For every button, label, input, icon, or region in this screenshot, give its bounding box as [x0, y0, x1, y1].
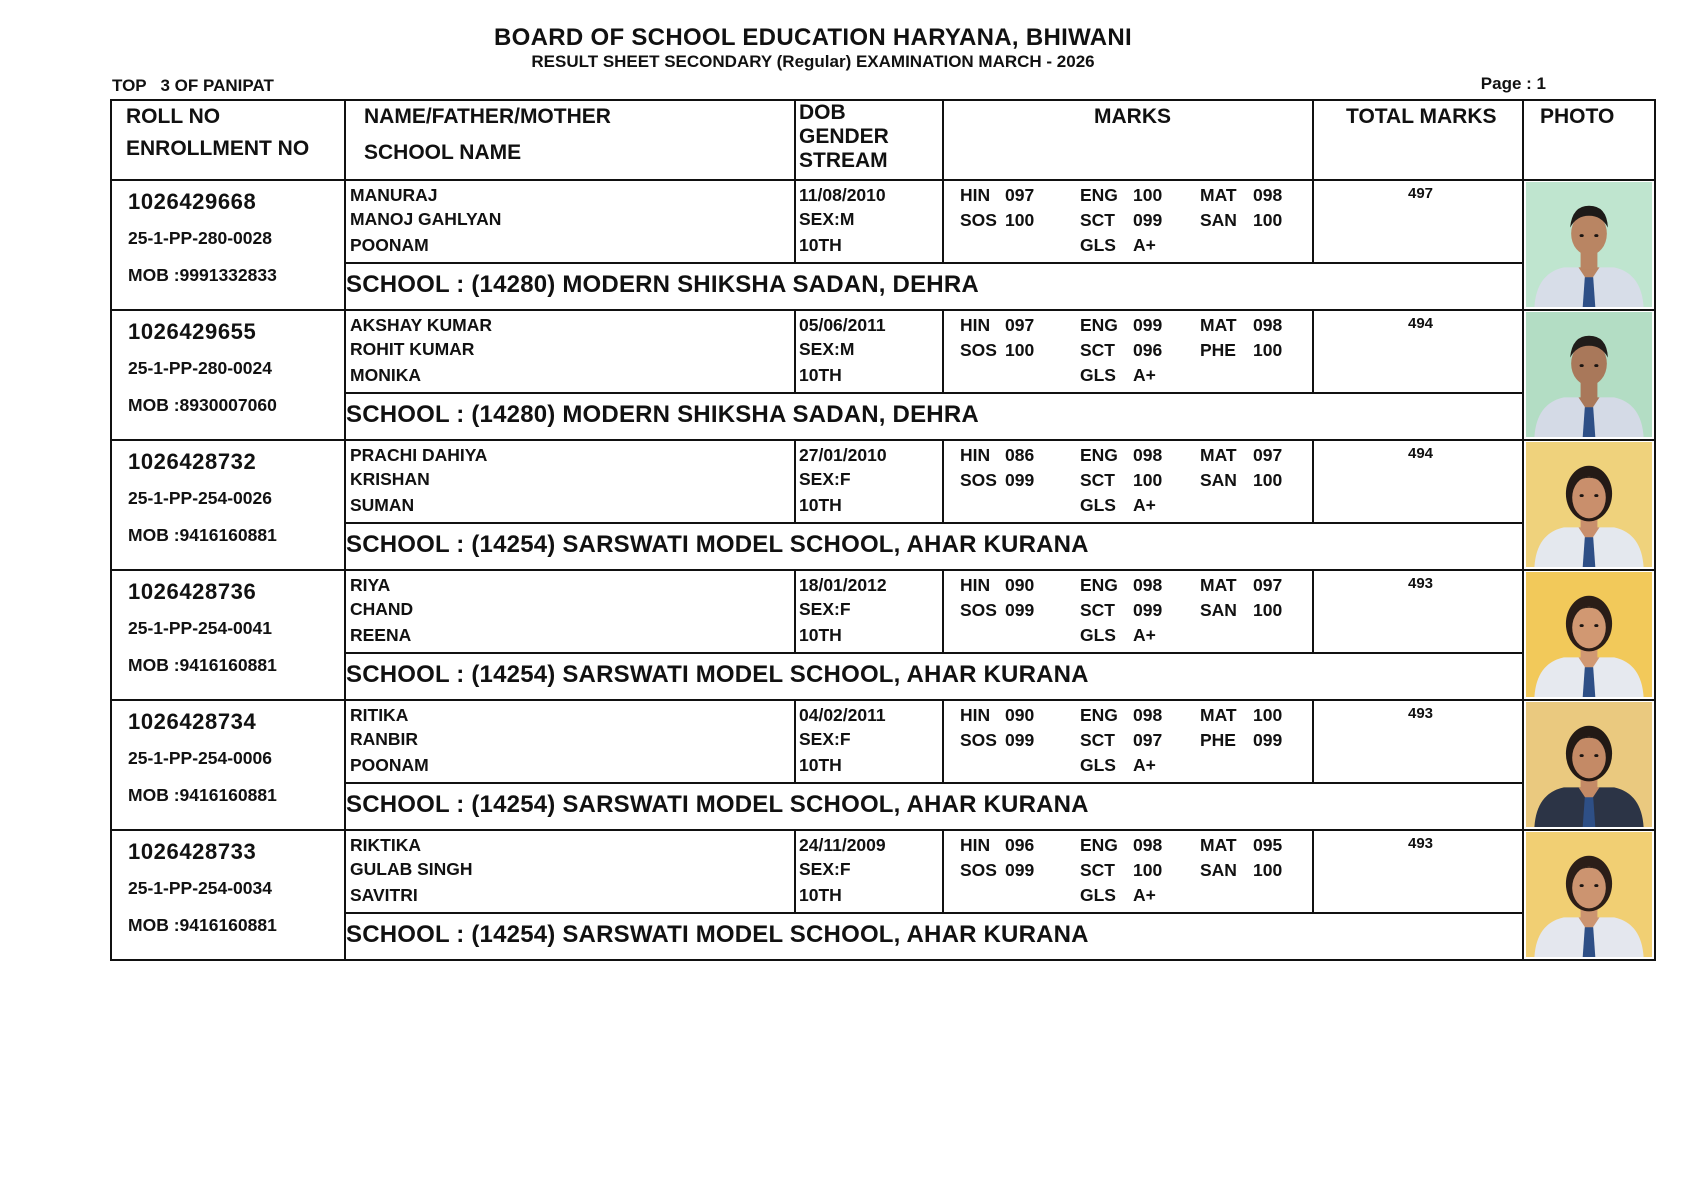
subject-mark: 100 — [1253, 340, 1283, 360]
enrollment-number: 25-1-PP-254-0006 — [128, 748, 272, 768]
roll-number: 1026428733 — [128, 839, 257, 864]
row-divider-marks — [942, 309, 944, 392]
enrollment-number: 25-1-PP-254-0041 — [128, 618, 272, 638]
subject-code: SCT — [1080, 600, 1115, 620]
row-divider-dob — [794, 439, 796, 522]
subject-code: ENG — [1080, 315, 1118, 335]
subject-code: PHE — [1200, 730, 1236, 750]
subject-code: SAN — [1200, 600, 1237, 620]
row-divider-dob — [794, 699, 796, 782]
gender: SEX:M — [799, 339, 855, 359]
header-divider-total — [1312, 99, 1314, 179]
subject-mark: 100 — [1253, 600, 1283, 620]
subject-code: GLS — [1080, 885, 1116, 905]
total-marks: 494 — [1408, 315, 1434, 332]
subject-mark: 098 — [1133, 445, 1163, 465]
row-school-divider — [344, 652, 1522, 654]
total-marks: 497 — [1408, 185, 1434, 202]
total-marks: 493 — [1408, 705, 1434, 722]
subject-code: SOS — [960, 340, 997, 360]
row-divider-total — [1312, 829, 1314, 912]
col-header-roll-no: ROLL NO — [126, 105, 221, 128]
subject-mark: A+ — [1133, 235, 1156, 255]
subject-mark: A+ — [1133, 625, 1156, 645]
date-of-birth: 04/02/2011 — [799, 705, 886, 725]
subject-mark: 099 — [1133, 210, 1163, 230]
row-divider-marks — [942, 439, 944, 522]
subject-mark: 095 — [1253, 835, 1283, 855]
enrollment-number: 25-1-PP-280-0028 — [128, 228, 272, 248]
mobile-number: MOB :9416160881 — [128, 655, 277, 675]
total-marks: 493 — [1408, 575, 1434, 592]
row-bottom-border — [110, 439, 1656, 441]
row-school-divider — [344, 782, 1522, 784]
row-divider-marks — [942, 699, 944, 782]
subject-mark: 097 — [1005, 315, 1035, 335]
subject-mark: 100 — [1253, 470, 1283, 490]
subject-code: MAT — [1200, 835, 1237, 855]
subject-mark: 099 — [1005, 860, 1035, 880]
subject-code: MAT — [1200, 185, 1237, 205]
header-subtitle: RESULT SHEET SECONDARY (Regular) EXAMINATION MARCH - 2026 — [531, 52, 1095, 71]
student-name: RIYA — [350, 575, 391, 595]
date-of-birth: 18/01/2012 — [799, 575, 887, 595]
mother-name: POONAM — [350, 235, 429, 255]
row-divider-total — [1312, 439, 1314, 522]
stream: 10TH — [799, 885, 842, 905]
subject-code: HIN — [960, 835, 991, 855]
date-of-birth: 05/06/2011 — [799, 315, 886, 335]
father-name: RANBIR — [350, 729, 419, 749]
subject-mark: 097 — [1253, 575, 1283, 595]
row-divider-total — [1312, 179, 1314, 262]
mobile-number: MOB :9416160881 — [128, 915, 277, 935]
total-marks: 493 — [1408, 835, 1434, 852]
row-divider-marks — [942, 829, 944, 912]
student-name: PRACHI DAHIYA — [350, 445, 488, 465]
gender: SEX:M — [799, 209, 855, 229]
subject-mark: 100 — [1133, 470, 1163, 490]
col-header-total-marks: TOTAL MARKS — [1346, 105, 1497, 128]
subject-mark: 099 — [1253, 730, 1283, 750]
date-of-birth: 27/01/2010 — [799, 445, 887, 465]
subject-code: SOS — [960, 210, 997, 230]
roll-number: 1026428732 — [128, 449, 257, 474]
subject-code: ENG — [1080, 835, 1118, 855]
col-header-marks: MARKS — [1094, 105, 1171, 128]
subject-code: SOS — [960, 730, 997, 750]
subject-mark: 098 — [1253, 315, 1283, 335]
header-bottom-border — [110, 179, 1656, 181]
row-divider-total — [1312, 309, 1314, 392]
stream: 10TH — [799, 495, 842, 515]
mother-name: POONAM — [350, 755, 429, 775]
row-divider-marks — [942, 569, 944, 652]
col-header-school-name: SCHOOL NAME — [364, 141, 522, 164]
student-name: RITIKA — [350, 705, 409, 725]
col-header-stream: STREAM — [799, 149, 888, 172]
roll-number: 1026428736 — [128, 579, 257, 604]
father-name: MANOJ GAHLYAN — [350, 209, 502, 229]
subject-mark: 100 — [1005, 340, 1035, 360]
father-name: ROHIT KUMAR — [350, 339, 475, 359]
stream: 10TH — [799, 365, 842, 385]
mobile-number: MOB :9416160881 — [128, 525, 277, 545]
enrollment-number: 25-1-PP-254-0034 — [128, 878, 272, 898]
subject-mark: 099 — [1005, 600, 1035, 620]
gender: SEX:F — [799, 599, 851, 619]
subject-mark: 090 — [1005, 575, 1035, 595]
subject-mark: 100 — [1253, 210, 1283, 230]
header-title: BOARD OF SCHOOL EDUCATION HARYANA, BHIWANI — [494, 24, 1132, 51]
subject-code: MAT — [1200, 705, 1237, 725]
subject-code: MAT — [1200, 575, 1237, 595]
top-label: TOP 3 OF PANIPAT — [112, 76, 274, 95]
row-divider-dob — [794, 569, 796, 652]
subject-code: SAN — [1200, 210, 1237, 230]
roll-number: 1026429668 — [128, 189, 257, 214]
col-header-dob: DOB — [799, 101, 846, 124]
mother-name: SUMAN — [350, 495, 415, 515]
subject-mark: A+ — [1133, 365, 1156, 385]
gender: SEX:F — [799, 469, 851, 489]
father-name: GULAB SINGH — [350, 859, 473, 879]
stream: 10TH — [799, 755, 842, 775]
subject-code: SOS — [960, 600, 997, 620]
subject-mark: 100 — [1133, 860, 1163, 880]
subject-mark: A+ — [1133, 755, 1156, 775]
col-header-gender: GENDER — [799, 125, 889, 148]
row-school-divider — [344, 522, 1522, 524]
subject-mark: 098 — [1133, 835, 1163, 855]
row-divider-dob — [794, 179, 796, 262]
row-bottom-border — [110, 699, 1656, 701]
row-divider-marks — [942, 179, 944, 262]
subject-mark: 100 — [1253, 705, 1283, 725]
student-photo — [1526, 312, 1652, 437]
school-name: SCHOOL : (14254) SARSWATI MODEL SCHOOL, AHAR KURANA — [346, 661, 1089, 688]
page-number: Page : 1 — [1480, 74, 1546, 93]
subject-code: GLS — [1080, 495, 1116, 515]
col-header-enrollment-no: ENROLLMENT NO — [126, 137, 310, 160]
table-top-border — [110, 99, 1656, 101]
subject-code: PHE — [1200, 340, 1236, 360]
subject-mark: 096 — [1133, 340, 1163, 360]
row-bottom-border — [110, 569, 1656, 571]
mobile-number: MOB :9991332833 — [128, 265, 277, 285]
father-name: KRISHAN — [350, 469, 430, 489]
subject-mark: 099 — [1133, 315, 1163, 335]
student-photo — [1526, 182, 1652, 307]
student-photo — [1526, 572, 1652, 697]
subject-code: SAN — [1200, 470, 1237, 490]
student-photo — [1526, 702, 1652, 827]
subject-mark: 097 — [1005, 185, 1035, 205]
subject-mark: 099 — [1005, 470, 1035, 490]
subject-mark: 097 — [1253, 445, 1283, 465]
school-name: SCHOOL : (14280) MODERN SHIKSHA SADAN, DEHRA — [346, 401, 979, 428]
subject-code: SCT — [1080, 470, 1115, 490]
row-school-divider — [344, 912, 1522, 914]
subject-code: ENG — [1080, 445, 1118, 465]
row-school-divider — [344, 262, 1522, 264]
subject-code: ENG — [1080, 185, 1118, 205]
subject-code: HIN — [960, 445, 991, 465]
subject-code: SOS — [960, 860, 997, 880]
row-divider-total — [1312, 569, 1314, 652]
subject-code: SOS — [960, 470, 997, 490]
subject-mark: 099 — [1133, 600, 1163, 620]
subject-code: GLS — [1080, 235, 1116, 255]
row-bottom-border — [110, 829, 1656, 831]
student-name: MANURAJ — [350, 185, 438, 205]
total-marks: 494 — [1408, 445, 1434, 462]
subject-code: GLS — [1080, 625, 1116, 645]
row-bottom-border — [110, 309, 1656, 311]
subject-mark: A+ — [1133, 495, 1156, 515]
header-divider-marks — [942, 99, 944, 179]
enrollment-number: 25-1-PP-280-0024 — [128, 358, 272, 378]
subject-mark: 086 — [1005, 445, 1035, 465]
header-divider-dob — [794, 99, 796, 179]
subject-code: HIN — [960, 575, 991, 595]
date-of-birth: 11/08/2010 — [799, 185, 886, 205]
subject-mark: 090 — [1005, 705, 1035, 725]
subject-code: GLS — [1080, 365, 1116, 385]
col-header-name: NAME/FATHER/MOTHER — [364, 105, 611, 128]
row-divider-dob — [794, 309, 796, 392]
mother-name: MONIKA — [350, 365, 421, 385]
subject-code: SCT — [1080, 210, 1115, 230]
subject-code: ENG — [1080, 575, 1118, 595]
school-name: SCHOOL : (14254) SARSWATI MODEL SCHOOL, AHAR KURANA — [346, 531, 1089, 558]
row-school-divider — [344, 392, 1522, 394]
roll-number: 1026429655 — [128, 319, 257, 344]
subject-code: HIN — [960, 705, 991, 725]
student-name: AKSHAY KUMAR — [350, 315, 492, 335]
mobile-number: MOB :8930007060 — [128, 395, 277, 415]
subject-mark: A+ — [1133, 885, 1156, 905]
subject-mark: 098 — [1253, 185, 1283, 205]
subject-code: SCT — [1080, 860, 1115, 880]
school-name: SCHOOL : (14280) MODERN SHIKSHA SADAN, DEHRA — [346, 271, 979, 298]
subject-mark: 100 — [1005, 210, 1035, 230]
stream: 10TH — [799, 625, 842, 645]
subject-code: SCT — [1080, 730, 1115, 750]
subject-code: MAT — [1200, 445, 1237, 465]
subject-mark: 098 — [1133, 575, 1163, 595]
school-name: SCHOOL : (14254) SARSWATI MODEL SCHOOL, AHAR KURANA — [346, 921, 1089, 948]
subject-mark: 096 — [1005, 835, 1035, 855]
subject-mark: 098 — [1133, 705, 1163, 725]
subject-code: ENG — [1080, 705, 1118, 725]
row-divider-total — [1312, 699, 1314, 782]
date-of-birth: 24/11/2009 — [799, 835, 886, 855]
subject-code: SAN — [1200, 860, 1237, 880]
student-photo — [1526, 442, 1652, 567]
row-divider-dob — [794, 829, 796, 912]
subject-code: GLS — [1080, 755, 1116, 775]
school-name: SCHOOL : (14254) SARSWATI MODEL SCHOOL, AHAR KURANA — [346, 791, 1089, 818]
student-name: RIKTIKA — [350, 835, 421, 855]
mobile-number: MOB :9416160881 — [128, 785, 277, 805]
subject-mark: 097 — [1133, 730, 1163, 750]
subject-code: MAT — [1200, 315, 1237, 335]
subject-code: HIN — [960, 315, 991, 335]
gender: SEX:F — [799, 859, 851, 879]
father-name: CHAND — [350, 599, 414, 619]
col-header-photo: PHOTO — [1540, 105, 1615, 128]
subject-mark: 100 — [1253, 860, 1283, 880]
stream: 10TH — [799, 235, 842, 255]
roll-number: 1026428734 — [128, 709, 257, 734]
gender: SEX:F — [799, 729, 851, 749]
row-bottom-border — [110, 959, 1656, 961]
student-photo — [1526, 832, 1652, 957]
enrollment-number: 25-1-PP-254-0026 — [128, 488, 272, 508]
subject-mark: 100 — [1133, 185, 1163, 205]
subject-mark: 099 — [1005, 730, 1035, 750]
subject-code: SCT — [1080, 340, 1115, 360]
subject-code: HIN — [960, 185, 991, 205]
mother-name: SAVITRI — [350, 885, 418, 905]
mother-name: REENA — [350, 625, 412, 645]
result-sheet-table — [110, 99, 1656, 960]
